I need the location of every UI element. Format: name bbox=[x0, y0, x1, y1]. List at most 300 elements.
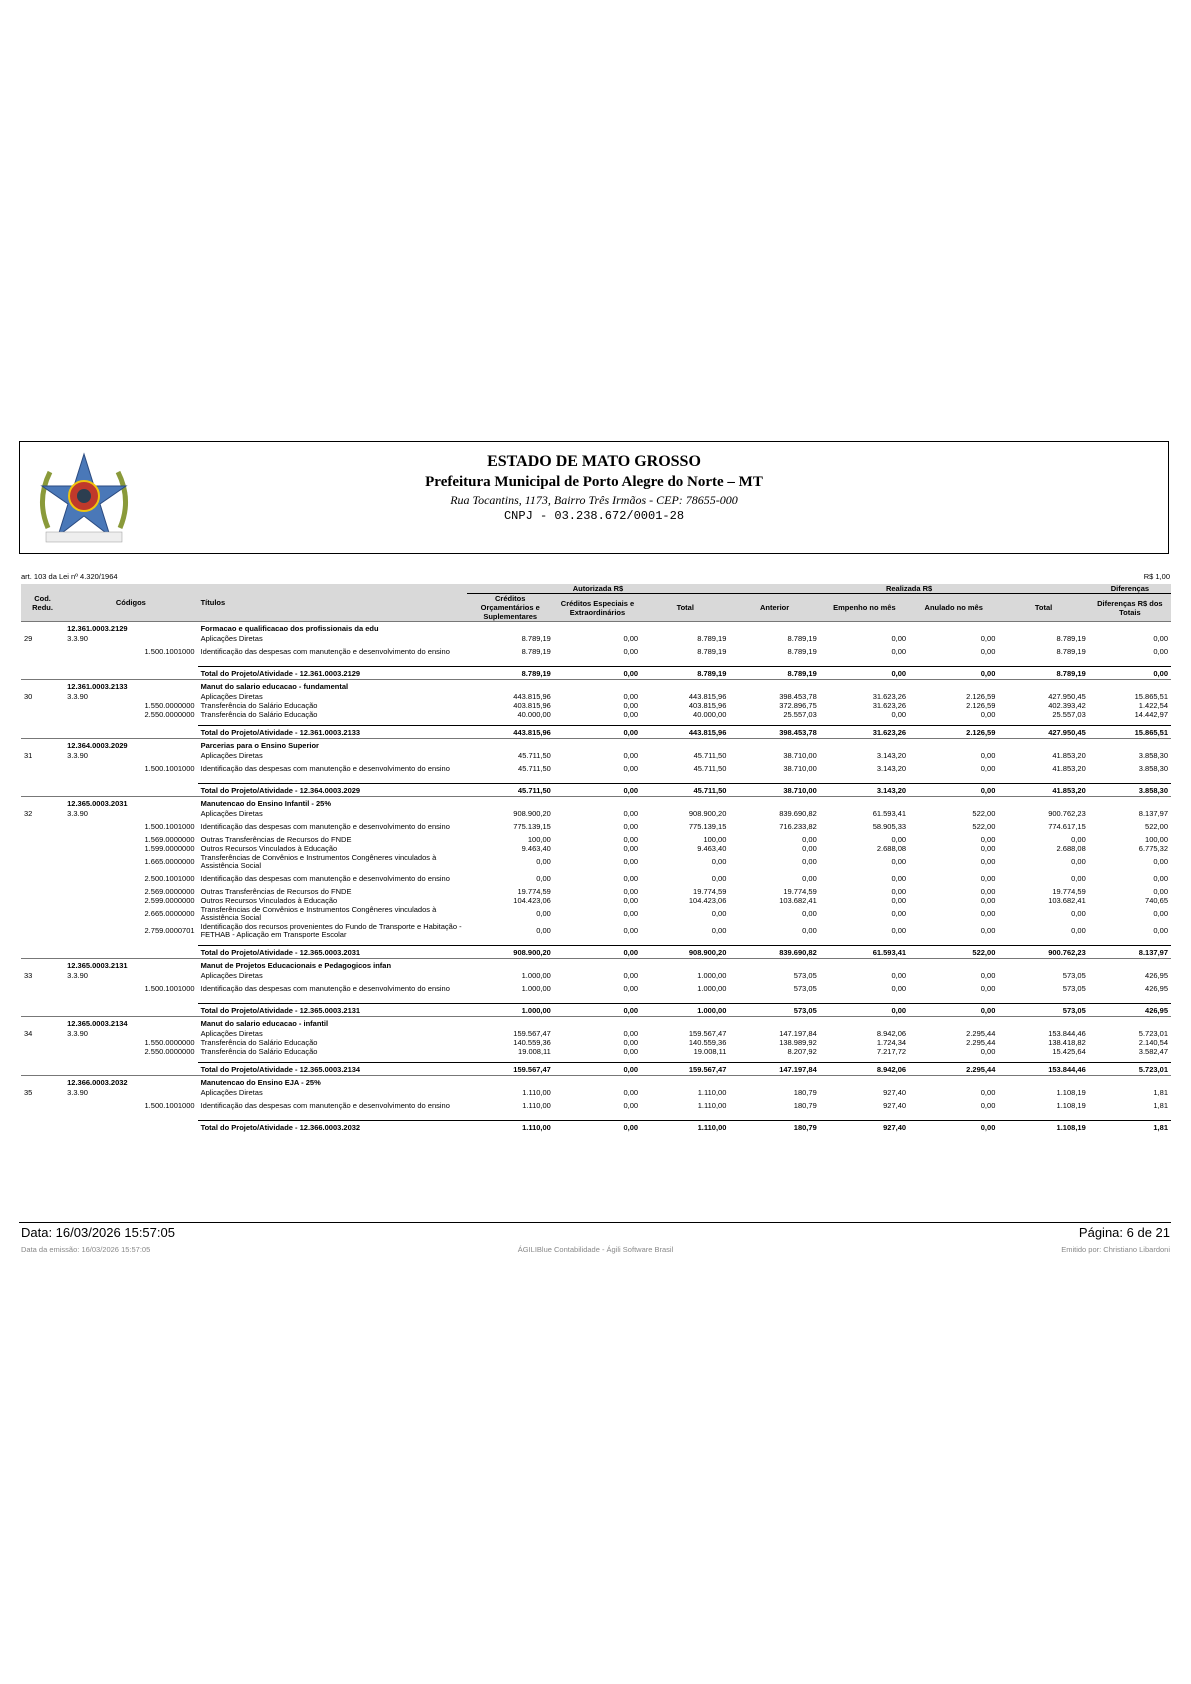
entity-title: Prefeitura Municipal de Porto Alegre do Norte – MT bbox=[425, 474, 763, 490]
value-anterior: 38.710,00 bbox=[783, 764, 817, 773]
value-empenho: 0,00 bbox=[891, 857, 907, 866]
value-total-realizada: 900.762,23 bbox=[1048, 809, 1086, 818]
value-total-realizada: 19.774,59 bbox=[1052, 887, 1086, 896]
codigo: 1.500.1001000 bbox=[144, 984, 195, 993]
cod-redu bbox=[21, 710, 64, 719]
empty-cell bbox=[64, 667, 197, 680]
empty-cell bbox=[554, 680, 641, 693]
titulo: Transferência do Salário Educação bbox=[200, 1047, 318, 1056]
empty-cell bbox=[909, 1076, 998, 1089]
section-header bbox=[21, 622, 1171, 635]
section-code: 12.364.0003.2029 bbox=[64, 739, 197, 752]
value-diferencas: 8.137,97 bbox=[1138, 809, 1168, 818]
titulo: Identificação das despesas com manutenção e desenvolvimento do ensino bbox=[200, 983, 450, 993]
value-total-realizada: 402.393,42 bbox=[1048, 701, 1086, 710]
cod-redu: 29 bbox=[24, 634, 33, 643]
value-anterior: 0,00 bbox=[802, 909, 817, 918]
total-total-realizada: 153.844,46 bbox=[998, 1063, 1088, 1076]
titulo: Identificação das despesas com manutenção e desenvolvimento do ensino bbox=[200, 821, 450, 831]
col-cod: Cod. Redu. bbox=[21, 584, 64, 622]
empty-cell bbox=[1089, 622, 1171, 635]
empty-cell bbox=[1089, 1076, 1171, 1089]
table-row bbox=[21, 701, 1171, 710]
value-empenho: 7.217,72 bbox=[876, 1047, 907, 1056]
report-header bbox=[19, 441, 1169, 554]
cod-redu bbox=[21, 818, 64, 835]
total-row bbox=[21, 726, 1171, 739]
section-header bbox=[21, 739, 1171, 752]
table-row bbox=[21, 751, 1171, 760]
value-diferencas: 522,00 bbox=[1145, 822, 1168, 831]
col-diferencas: Diferenças R$ dos Totais bbox=[1089, 594, 1171, 622]
value-anulado: 2.126,59 bbox=[966, 701, 996, 710]
total-diferencas: 426,95 bbox=[1089, 1004, 1171, 1017]
cod-redu: 32 bbox=[24, 809, 33, 818]
empty-cell bbox=[21, 946, 64, 959]
total-diferencas: 5.723,01 bbox=[1089, 1063, 1171, 1076]
value-anulado: 0,00 bbox=[980, 874, 996, 883]
value-diferencas: 5.723,01 bbox=[1138, 1029, 1168, 1038]
value-total-autorizada: 40.000,00 bbox=[693, 710, 727, 719]
empty-cell bbox=[1089, 959, 1171, 972]
empty-cell bbox=[554, 622, 641, 635]
value-empenho: 0,00 bbox=[891, 710, 907, 719]
value-empenho: 8.942,06 bbox=[876, 1029, 907, 1038]
titulo: Outros Recursos Vinculados à Educação bbox=[200, 896, 338, 905]
empty-cell bbox=[467, 680, 554, 693]
value-anterior: 0,00 bbox=[802, 835, 817, 844]
total-anterior: 8.789,19 bbox=[729, 667, 819, 680]
total-anulado: 522,00 bbox=[909, 946, 998, 959]
codigo: 3.3.90 bbox=[67, 634, 88, 643]
value-creditos-orc: 403.815,96 bbox=[513, 701, 551, 710]
total-creditos-orc: 443.815,96 bbox=[467, 726, 554, 739]
total-row bbox=[21, 946, 1171, 959]
table-row bbox=[21, 809, 1171, 818]
value-total-realizada: 2.688,08 bbox=[1056, 844, 1086, 853]
table-row bbox=[21, 692, 1171, 701]
total-creditos-esp: 0,00 bbox=[554, 946, 641, 959]
value-diferencas: 0,00 bbox=[1153, 909, 1168, 918]
total-empenho: 31.623,26 bbox=[820, 726, 909, 739]
codigo: 3.3.90 bbox=[67, 971, 88, 980]
value-creditos-orc: 19.008,11 bbox=[518, 1047, 551, 1056]
empty-cell bbox=[909, 797, 998, 810]
empty-cell bbox=[64, 784, 197, 797]
section-title: Manut do salario educacao - infantil bbox=[198, 1017, 467, 1030]
value-total-autorizada: 104.423,06 bbox=[688, 896, 727, 905]
total-total-realizada: 900.762,23 bbox=[998, 946, 1088, 959]
codigo: 1.550.0000000 bbox=[144, 1038, 195, 1047]
table-row bbox=[21, 844, 1171, 853]
value-creditos-esp: 0,00 bbox=[623, 692, 639, 701]
section-title: Manut de Projetos Educacionais e Pedagogicos infan bbox=[198, 959, 467, 972]
value-total-autorizada: 443.815,96 bbox=[688, 692, 727, 701]
codigo: 3.3.90 bbox=[67, 751, 88, 760]
codigo: 3.3.90 bbox=[67, 1088, 88, 1097]
total-creditos-esp: 0,00 bbox=[554, 1121, 641, 1134]
value-total-realizada: 153.844,46 bbox=[1048, 1029, 1086, 1038]
titulo: Identificação dos recursos provenientes do Fundo de Transporte e Habitação - FETHAB - Aplicação em Transporte Escolar bbox=[200, 922, 462, 939]
currency-unit: R$ 1,00 bbox=[1143, 572, 1170, 581]
value-total-autorizada: 8.789,19 bbox=[697, 634, 727, 643]
value-creditos-orc: 45.711,50 bbox=[518, 751, 551, 760]
total-total-realizada: 8.789,19 bbox=[998, 667, 1088, 680]
total-total-autorizada: 8.789,19 bbox=[641, 667, 729, 680]
empty-cell bbox=[554, 1076, 641, 1089]
value-creditos-orc: 140.559,36 bbox=[513, 1038, 551, 1047]
empty-cell bbox=[998, 622, 1088, 635]
titulo: Identificação das despesas com manutenção e desenvolvimento do ensino bbox=[200, 1100, 450, 1110]
value-creditos-orc: 19.774,59 bbox=[517, 887, 551, 896]
total-creditos-orc: 159.567,47 bbox=[467, 1063, 554, 1076]
value-anterior: 716.233,82 bbox=[779, 822, 817, 831]
total-creditos-orc: 908.900,20 bbox=[467, 946, 554, 959]
value-diferencas: 6.775,32 bbox=[1138, 844, 1168, 853]
total-creditos-esp: 0,00 bbox=[554, 784, 641, 797]
value-creditos-esp: 0,00 bbox=[623, 1029, 639, 1038]
total-anulado: 0,00 bbox=[909, 667, 998, 680]
state-title: ESTADO DE MATO GROSSO bbox=[487, 453, 701, 470]
table-row bbox=[21, 835, 1171, 844]
titulo: Outras Transferências de Recursos do FNDE bbox=[200, 835, 352, 844]
total-total-realizada: 573,05 bbox=[998, 1004, 1088, 1017]
total-anulado: 0,00 bbox=[909, 1004, 998, 1017]
value-anulado: 0,00 bbox=[980, 857, 996, 866]
cod-redu bbox=[21, 643, 64, 660]
empty-cell bbox=[21, 667, 64, 680]
total-empenho: 3.143,20 bbox=[820, 784, 909, 797]
value-anulado: 2.295,44 bbox=[966, 1038, 996, 1047]
value-total-realizada: 0,00 bbox=[1071, 909, 1086, 918]
titulo: Transferência do Salário Educação bbox=[200, 710, 318, 719]
value-anulado: 2.126,59 bbox=[966, 692, 996, 701]
value-creditos-orc: 775.139,15 bbox=[513, 822, 551, 831]
value-diferencas: 426,95 bbox=[1145, 971, 1168, 980]
empty-cell bbox=[1089, 1017, 1171, 1030]
empty-cell bbox=[820, 959, 909, 972]
value-total-realizada: 41.853,20 bbox=[1052, 764, 1086, 773]
value-anulado: 522,00 bbox=[972, 822, 996, 831]
value-total-realizada: 1.108,19 bbox=[1056, 1088, 1086, 1097]
empty-cell bbox=[729, 680, 819, 693]
codigo: 1.500.1001000 bbox=[144, 822, 195, 831]
value-creditos-orc: 159.567,47 bbox=[513, 1029, 551, 1038]
value-creditos-esp: 0,00 bbox=[623, 710, 639, 719]
section-title: Parcerias para o Ensino Superior bbox=[198, 739, 467, 752]
section-code: 12.365.0003.2134 bbox=[64, 1017, 197, 1030]
value-creditos-orc: 45.711,50 bbox=[518, 764, 551, 773]
empty-cell bbox=[729, 797, 819, 810]
table-row bbox=[21, 905, 1171, 922]
value-empenho: 927,40 bbox=[883, 1088, 907, 1097]
value-total-realizada: 427.950,45 bbox=[1048, 692, 1086, 701]
titulo: Aplicações Diretas bbox=[200, 634, 263, 643]
empty-cell bbox=[21, 726, 64, 739]
codigo: 1.500.1001000 bbox=[144, 647, 195, 656]
total-row bbox=[21, 1004, 1171, 1017]
section-title: Manutencao do Ensino EJA - 25% bbox=[198, 1076, 467, 1089]
cod-empty bbox=[21, 797, 64, 810]
empty-cell bbox=[641, 1017, 729, 1030]
section-header bbox=[21, 1017, 1171, 1030]
cod-empty bbox=[21, 959, 64, 972]
value-diferencas: 740,65 bbox=[1145, 896, 1168, 905]
empty-cell bbox=[729, 739, 819, 752]
empty-cell bbox=[729, 1017, 819, 1030]
section-header bbox=[21, 959, 1171, 972]
total-total-realizada: 427.950,45 bbox=[998, 726, 1088, 739]
value-empenho: 58.905,33 bbox=[872, 822, 907, 831]
table-row bbox=[21, 1097, 1171, 1114]
value-creditos-esp: 0,00 bbox=[623, 1038, 639, 1047]
value-empenho: 31.623,26 bbox=[872, 692, 907, 701]
value-total-autorizada: 1.110,00 bbox=[697, 1088, 727, 1097]
value-total-realizada: 573,05 bbox=[1062, 971, 1086, 980]
empty-cell bbox=[998, 1076, 1088, 1089]
value-anterior: 103.682,41 bbox=[779, 896, 817, 905]
table-row bbox=[21, 1047, 1171, 1056]
total-diferencas: 3.858,30 bbox=[1089, 784, 1171, 797]
table-row bbox=[21, 818, 1171, 835]
total-total-autorizada: 443.815,96 bbox=[641, 726, 729, 739]
total-anterior: 180,79 bbox=[729, 1121, 819, 1134]
total-empenho: 8.942,06 bbox=[820, 1063, 909, 1076]
value-diferencas: 0,00 bbox=[1153, 857, 1168, 866]
value-total-realizada: 15.425,64 bbox=[1052, 1047, 1086, 1056]
total-total-autorizada: 45.711,50 bbox=[641, 784, 729, 797]
total-anterior: 839.690,82 bbox=[729, 946, 819, 959]
value-empenho: 0,00 bbox=[891, 874, 907, 883]
table-row bbox=[21, 922, 1171, 939]
total-label: Total do Projeto/Atividade - 12.365.0003.2134 bbox=[198, 1063, 467, 1076]
value-creditos-esp: 0,00 bbox=[623, 751, 639, 760]
table-row bbox=[21, 643, 1171, 660]
total-diferencas: 8.137,97 bbox=[1089, 946, 1171, 959]
value-anterior: 0,00 bbox=[802, 874, 817, 883]
cod-empty bbox=[21, 680, 64, 693]
value-anulado: 0,00 bbox=[980, 710, 996, 719]
section-header bbox=[21, 680, 1171, 693]
total-anterior: 147.197,84 bbox=[729, 1063, 819, 1076]
cod-redu bbox=[21, 1038, 64, 1047]
total-anterior: 398.453,78 bbox=[729, 726, 819, 739]
empty-cell bbox=[820, 1017, 909, 1030]
value-anterior: 0,00 bbox=[802, 926, 817, 935]
value-total-autorizada: 100,00 bbox=[703, 835, 727, 844]
value-creditos-esp: 0,00 bbox=[623, 1047, 639, 1056]
value-empenho: 0,00 bbox=[891, 887, 907, 896]
codigo: 2.569.0000000 bbox=[144, 887, 195, 896]
section-code: 12.361.0003.2133 bbox=[64, 680, 197, 693]
empty-cell bbox=[1089, 739, 1171, 752]
value-empenho: 0,00 bbox=[891, 647, 907, 656]
value-creditos-orc: 1.000,00 bbox=[521, 971, 551, 980]
value-empenho: 0,00 bbox=[891, 896, 907, 905]
cod-redu bbox=[21, 1047, 64, 1056]
value-creditos-orc: 0,00 bbox=[536, 857, 551, 866]
value-empenho: 0,00 bbox=[891, 909, 907, 918]
value-empenho: 2.688,08 bbox=[876, 844, 907, 853]
empty-cell bbox=[554, 959, 641, 972]
value-anterior: 8.789,19 bbox=[787, 634, 817, 643]
titulo: Aplicações Diretas bbox=[200, 751, 263, 760]
value-diferencas: 3.582,47 bbox=[1138, 1047, 1168, 1056]
empty-cell bbox=[554, 797, 641, 810]
col-total-realizada: Total bbox=[998, 594, 1088, 622]
value-creditos-esp: 0,00 bbox=[623, 896, 639, 905]
value-creditos-orc: 1.110,00 bbox=[522, 1101, 551, 1110]
empty-cell bbox=[641, 1076, 729, 1089]
total-anulado: 2.295,44 bbox=[909, 1063, 998, 1076]
empty-cell bbox=[998, 959, 1088, 972]
value-total-autorizada: 45.711,50 bbox=[693, 751, 727, 760]
value-total-autorizada: 1.000,00 bbox=[697, 971, 727, 980]
value-total-autorizada: 908.900,20 bbox=[688, 809, 727, 818]
col-anterior: Anterior bbox=[729, 594, 819, 622]
value-total-autorizada: 1.000,00 bbox=[697, 984, 727, 993]
group-diferencas: Diferenças bbox=[1089, 584, 1171, 594]
titulo: Aplicações Diretas bbox=[200, 1029, 263, 1038]
value-total-realizada: 138.418,82 bbox=[1048, 1038, 1086, 1047]
value-anterior: 19.774,59 bbox=[783, 887, 817, 896]
table-row bbox=[21, 1088, 1171, 1097]
total-empenho: 61.593,41 bbox=[820, 946, 909, 959]
value-diferencas: 426,95 bbox=[1145, 984, 1168, 993]
empty-cell bbox=[64, 1004, 197, 1017]
titulo: Outras Transferências de Recursos do FNDE bbox=[200, 887, 352, 896]
empty-cell bbox=[909, 622, 998, 635]
value-total-autorizada: 19.774,59 bbox=[693, 887, 727, 896]
total-empenho: 0,00 bbox=[820, 1004, 909, 1017]
section-code: 12.361.0003.2129 bbox=[64, 622, 197, 635]
cod-redu: 33 bbox=[24, 971, 33, 980]
codigo: 2.665.0000000 bbox=[144, 909, 195, 918]
empty-cell bbox=[820, 622, 909, 635]
address: Rua Tocantins, 1173, Bairro Três Irmãos - CEP: 78655-000 bbox=[450, 493, 738, 507]
empty-cell bbox=[64, 1063, 197, 1076]
section-title: Manut do salario educacao - fundamental bbox=[198, 680, 467, 693]
titulo: Transferências de Convênios e Instrumentos Congêneres vinculados à Assistência Social bbox=[200, 905, 437, 922]
col-empenho: Empenho no mês bbox=[820, 594, 909, 622]
value-total-autorizada: 1.110,00 bbox=[697, 1101, 727, 1110]
total-row bbox=[21, 784, 1171, 797]
empty-cell bbox=[909, 680, 998, 693]
value-anterior: 138.989,92 bbox=[779, 1038, 817, 1047]
total-total-autorizada: 1.110,00 bbox=[641, 1121, 729, 1134]
value-creditos-esp: 0,00 bbox=[623, 984, 639, 993]
total-row bbox=[21, 1063, 1171, 1076]
titulo: Aplicações Diretas bbox=[200, 1088, 263, 1097]
titulo: Identificação das despesas com manutenção e desenvolvimento do ensino bbox=[200, 763, 450, 773]
col-codigos: Códigos bbox=[64, 584, 197, 622]
value-creditos-esp: 0,00 bbox=[623, 857, 639, 866]
value-creditos-esp: 0,00 bbox=[623, 971, 639, 980]
empty-cell bbox=[1089, 797, 1171, 810]
empty-cell bbox=[467, 739, 554, 752]
titulo: Outros Recursos Vinculados à Educação bbox=[200, 844, 338, 853]
value-creditos-orc: 0,00 bbox=[536, 926, 551, 935]
total-creditos-esp: 0,00 bbox=[554, 667, 641, 680]
empty-cell bbox=[998, 739, 1088, 752]
value-empenho: 0,00 bbox=[891, 634, 907, 643]
value-creditos-esp: 0,00 bbox=[623, 835, 639, 844]
empty-cell bbox=[641, 680, 729, 693]
total-total-realizada: 41.853,20 bbox=[998, 784, 1088, 797]
codigo: 3.3.90 bbox=[67, 809, 88, 818]
cod-redu bbox=[21, 844, 64, 853]
total-creditos-orc: 8.789,19 bbox=[467, 667, 554, 680]
titulo: Transferências de Convênios e Instrumentos Congêneres vinculados à Assistência Social bbox=[200, 853, 437, 870]
titulo: Transferência do Salário Educação bbox=[200, 701, 318, 710]
table-row bbox=[21, 634, 1171, 643]
value-total-realizada: 41.853,20 bbox=[1052, 751, 1086, 760]
value-anulado: 0,00 bbox=[980, 909, 996, 918]
empty-cell bbox=[909, 1017, 998, 1030]
value-total-realizada: 0,00 bbox=[1071, 857, 1086, 866]
empty-cell bbox=[21, 1004, 64, 1017]
value-diferencas: 0,00 bbox=[1153, 926, 1168, 935]
value-total-autorizada: 775.139,15 bbox=[688, 822, 727, 831]
value-total-autorizada: 0,00 bbox=[711, 909, 727, 918]
value-creditos-orc: 8.789,19 bbox=[521, 647, 551, 656]
value-total-realizada: 0,00 bbox=[1071, 835, 1086, 844]
total-label: Total do Projeto/Atividade - 12.365.0003.2031 bbox=[198, 946, 467, 959]
cod-redu bbox=[21, 1097, 64, 1114]
total-total-realizada: 1.108,19 bbox=[998, 1121, 1088, 1134]
budget-table bbox=[21, 584, 1171, 1133]
cod-redu bbox=[21, 835, 64, 844]
section-code: 12.365.0003.2131 bbox=[64, 959, 197, 972]
codigo: 2.550.0000000 bbox=[144, 1047, 195, 1056]
value-diferencas: 0,00 bbox=[1153, 887, 1168, 896]
value-creditos-orc: 443.815,96 bbox=[513, 692, 551, 701]
empty-cell bbox=[820, 797, 909, 810]
total-total-autorizada: 1.000,00 bbox=[641, 1004, 729, 1017]
value-anulado: 0,00 bbox=[980, 764, 996, 773]
cod-redu bbox=[21, 760, 64, 777]
group-realizada: Realizada R$ bbox=[729, 584, 1088, 594]
cod-redu bbox=[21, 853, 64, 870]
value-creditos-orc: 8.789,19 bbox=[521, 634, 551, 643]
section-header bbox=[21, 797, 1171, 810]
value-empenho: 3.143,20 bbox=[876, 764, 907, 773]
codigo: 1.599.0000000 bbox=[144, 844, 195, 853]
value-total-autorizada: 0,00 bbox=[711, 926, 727, 935]
value-anterior: 38.710,00 bbox=[783, 751, 817, 760]
cod-redu: 34 bbox=[24, 1029, 33, 1038]
section-title: Formacao e qualificacao dos profissionais da edu bbox=[198, 622, 467, 635]
value-diferencas: 1,81 bbox=[1153, 1088, 1168, 1097]
issued-by: Emitido por: Christiano Libardoni bbox=[1061, 1245, 1170, 1254]
value-anulado: 0,00 bbox=[980, 1088, 996, 1097]
value-creditos-esp: 0,00 bbox=[623, 926, 639, 935]
cod-redu bbox=[21, 701, 64, 710]
codigo: 1.500.1001000 bbox=[144, 1101, 195, 1110]
col-total-autorizada: Total bbox=[641, 594, 729, 622]
empty-cell bbox=[641, 622, 729, 635]
value-anulado: 0,00 bbox=[980, 971, 996, 980]
value-diferencas: 3.858,30 bbox=[1138, 751, 1168, 760]
table-row bbox=[21, 870, 1171, 887]
value-anterior: 8.207,92 bbox=[787, 1047, 817, 1056]
cod-redu bbox=[21, 905, 64, 922]
cod-empty bbox=[21, 622, 64, 635]
empty-cell bbox=[909, 959, 998, 972]
value-diferencas: 1.422,54 bbox=[1138, 701, 1168, 710]
value-total-autorizada: 0,00 bbox=[711, 874, 727, 883]
value-creditos-esp: 0,00 bbox=[623, 701, 639, 710]
